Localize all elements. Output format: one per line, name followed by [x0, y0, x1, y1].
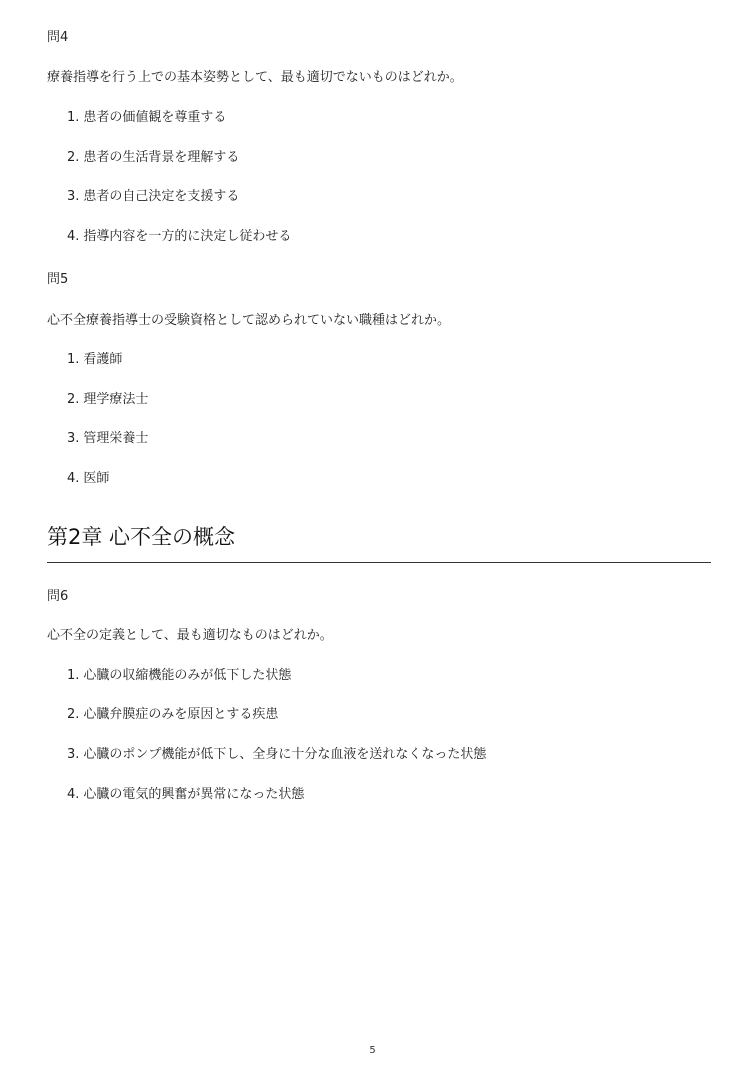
question-4-option-1 — [67, 110, 226, 126]
question-5-option-1 — [67, 352, 122, 368]
question-5-option-3 — [67, 431, 148, 447]
option-text: 指導内容を一方的に決定し従わせる — [83, 229, 292, 244]
question-5-option-4 — [67, 471, 109, 487]
option-number: 2. — [67, 707, 80, 722]
option-number: 4. — [67, 471, 80, 486]
question-4-label: 問4 — [47, 30, 69, 45]
question-6-option-4 — [67, 787, 304, 803]
option-text: 看護師 — [83, 352, 123, 367]
question-4-option-4 — [67, 229, 291, 245]
option-number: 2. — [67, 392, 80, 407]
question-6-option-2 — [67, 707, 278, 723]
question-6-option-3 — [67, 747, 486, 763]
option-text: 患者の価値観を尊重する — [83, 110, 227, 125]
question-4-option-2 — [67, 150, 239, 166]
chapter-divider — [47, 562, 711, 563]
question-6-option-1 — [67, 668, 291, 684]
question-5-option-2 — [67, 392, 148, 408]
option-number: 2. — [67, 150, 80, 165]
question-4-text: 療養指導を行う上での基本姿勢として、最も適切でないものはどれか。 — [47, 70, 463, 85]
option-text: 心臓の収縮機能のみが低下した状態 — [83, 668, 292, 683]
option-number: 3. — [67, 747, 80, 762]
option-number: 3. — [67, 431, 80, 446]
page-number: 5 — [369, 1045, 376, 1056]
question-5-text: 心不全療養指導士の受験資格として認められていない職種はどれか。 — [47, 313, 451, 328]
question-6-label: 問6 — [47, 589, 69, 604]
option-number: 4. — [67, 229, 80, 244]
option-text: 心臓のポンプ機能が低下し、全身に十分な血液を送れなくなった状態 — [83, 747, 487, 762]
option-text: 患者の生活背景を理解する — [83, 150, 240, 165]
option-text: 管理栄養士 — [83, 431, 149, 446]
option-text: 理学療法士 — [83, 392, 149, 407]
option-text: 心臓弁膜症のみを原因とする疾患 — [83, 707, 279, 722]
option-number: 3. — [67, 189, 80, 204]
option-number: 1. — [67, 352, 80, 367]
question-6-text: 心不全の定義として、最も適切なものはどれか。 — [47, 628, 333, 643]
option-text: 心臓の電気的興奮が異常になった状態 — [83, 787, 305, 802]
option-text: 医師 — [83, 471, 110, 486]
question-5-label: 問5 — [47, 272, 69, 287]
option-text: 患者の自己決定を支援する — [83, 189, 240, 204]
option-number: 4. — [67, 787, 80, 802]
chapter-title: 第2章 心不全の概念 — [47, 525, 236, 549]
question-4-option-3 — [67, 189, 239, 205]
option-number: 1. — [67, 668, 80, 683]
option-number: 1. — [67, 110, 80, 125]
